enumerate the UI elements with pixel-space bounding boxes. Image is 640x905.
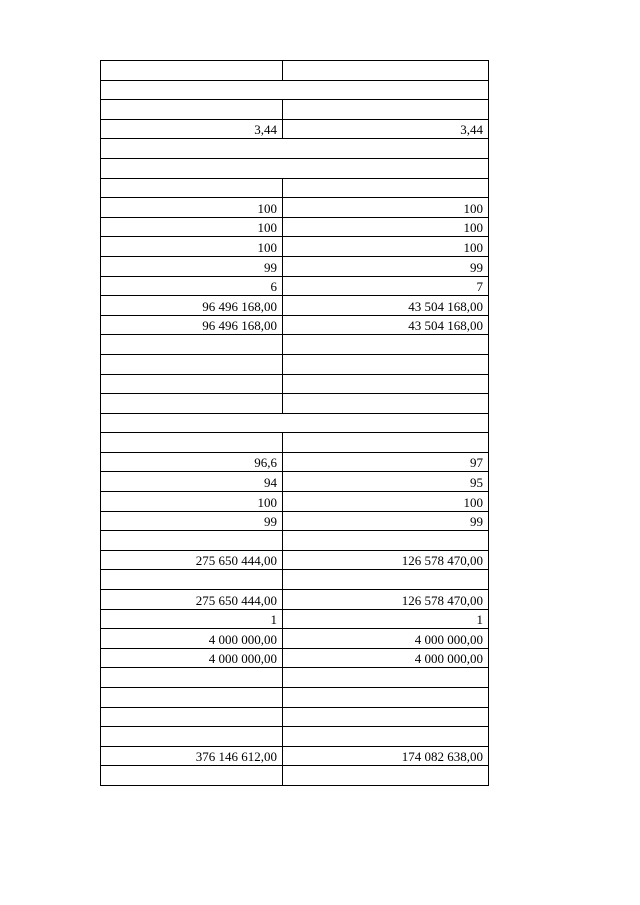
table-cell: 100 [101,198,283,218]
table-row [101,668,489,688]
table-row [101,472,489,492]
table-row [101,100,489,120]
table-row [101,609,489,629]
table-cell [283,668,489,688]
table-row [101,550,489,570]
table-row [101,139,489,159]
table-cell [101,531,283,551]
table-cell: 6 [101,276,283,296]
table-row [101,629,489,649]
table-row [101,590,489,610]
table-row [101,531,489,551]
table-cell [283,178,489,198]
table-cell: 100 [101,237,283,257]
table-row [101,237,489,257]
table-cell [283,61,489,81]
table-row [101,707,489,727]
table-cell [101,688,283,708]
table-row [101,374,489,394]
table-cell: 3,44 [283,119,489,139]
table-row [101,178,489,198]
table-cell [283,374,489,394]
table-cell: 100 [283,237,489,257]
table-cell [283,707,489,727]
table-row [101,335,489,355]
table-cell: 1 [101,609,283,629]
table-cell-merged [101,413,489,433]
table-cell [283,335,489,355]
table-cell: 7 [283,276,489,296]
table-cell: 96 496 168,00 [101,296,283,316]
data-table-body [101,61,489,786]
table-cell: 4 000 000,00 [283,629,489,649]
table-cell: 4 000 000,00 [101,648,283,668]
table-cell: 94 [101,472,283,492]
table-cell [101,354,283,374]
table-cell [101,178,283,198]
table-cell: 376 146 612,00 [101,746,283,766]
table-cell: 96 496 168,00 [101,315,283,335]
table-cell [101,668,283,688]
table-row [101,119,489,139]
table-row [101,158,489,178]
table-cell: 275 650 444,00 [101,550,283,570]
table-cell: 126 578 470,00 [283,550,489,570]
table-row [101,394,489,414]
table-cell [101,335,283,355]
table-row [101,315,489,335]
table-row [101,511,489,531]
table-cell [283,766,489,786]
table-cell: 100 [101,217,283,237]
table-cell: 126 578 470,00 [283,590,489,610]
table-row [101,413,489,433]
table-row [101,688,489,708]
table-row [101,198,489,218]
table-cell: 99 [283,256,489,276]
table-cell [101,374,283,394]
table-row [101,492,489,512]
data-table [100,60,489,786]
table-cell-merged [101,80,489,100]
table-row [101,354,489,374]
table-cell-merged [101,158,489,178]
table-cell [101,727,283,747]
table-cell [283,100,489,120]
table-cell: 174 082 638,00 [283,746,489,766]
table-cell [283,354,489,374]
table-cell: 275 650 444,00 [101,590,283,610]
table-cell: 97 [283,452,489,472]
table-cell: 4 000 000,00 [101,629,283,649]
table-cell: 1 [283,609,489,629]
table-cell: 4 000 000,00 [283,648,489,668]
table-row [101,256,489,276]
table-row [101,452,489,472]
table-row [101,433,489,453]
table-cell: 3,44 [101,119,283,139]
table-cell: 100 [283,217,489,237]
table-cell [283,433,489,453]
table-cell-merged [101,139,489,159]
table-cell: 95 [283,472,489,492]
table-cell [101,394,283,414]
table-cell [283,570,489,590]
table-cell: 43 504 168,00 [283,296,489,316]
table-row [101,746,489,766]
table-row [101,61,489,81]
table-row [101,570,489,590]
table-cell: 100 [101,492,283,512]
table-cell [283,727,489,747]
table-row [101,217,489,237]
table-cell: 99 [101,511,283,531]
table-row [101,648,489,668]
table-row [101,727,489,747]
table-cell: 43 504 168,00 [283,315,489,335]
table-cell [283,688,489,708]
table-cell [283,394,489,414]
table-cell: 99 [101,256,283,276]
table-cell [101,766,283,786]
table-cell: 99 [283,511,489,531]
table-cell [101,100,283,120]
table-cell [101,570,283,590]
table-row [101,276,489,296]
table-cell: 96,6 [101,452,283,472]
table-cell [101,433,283,453]
table-row [101,296,489,316]
table-cell: 100 [283,492,489,512]
table-cell [101,707,283,727]
table-row [101,80,489,100]
table-cell [101,61,283,81]
table-cell [283,531,489,551]
table-cell: 100 [283,198,489,218]
table-row [101,766,489,786]
